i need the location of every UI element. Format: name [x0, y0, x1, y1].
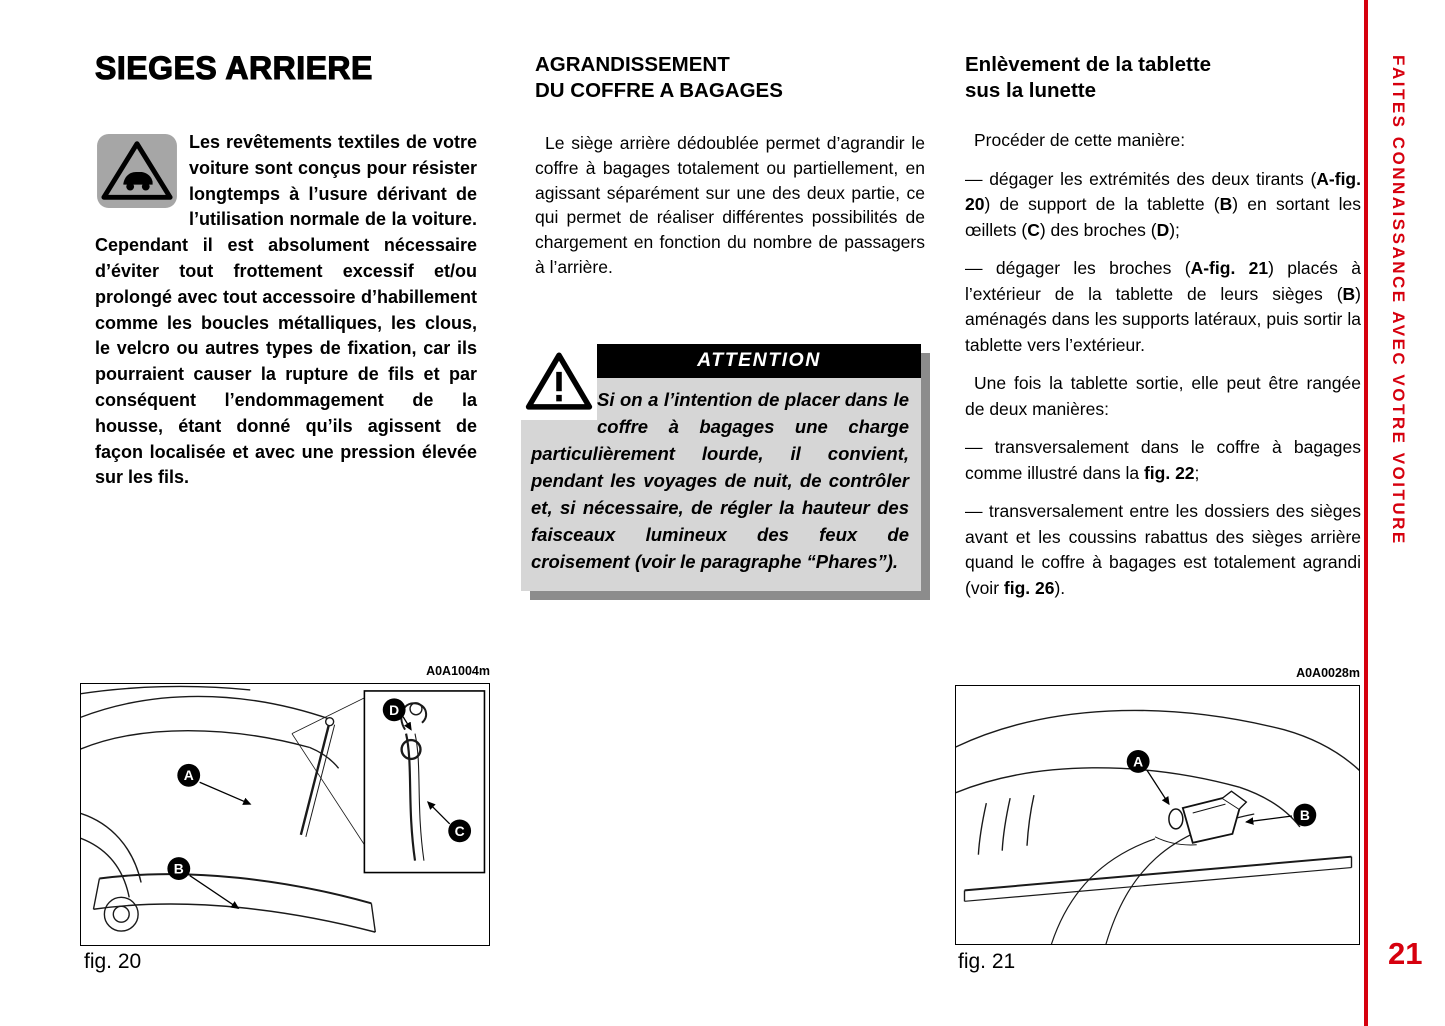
- attention-box: [521, 344, 921, 591]
- figure-21: [955, 685, 1360, 945]
- callout-a-label: A: [183, 767, 194, 784]
- figure-20: [80, 683, 490, 946]
- attention-label: ATTENTION: [697, 349, 821, 372]
- section-title-sieges-arriere: SIEGES ARRIERE: [95, 50, 373, 86]
- fig20-drawing: [81, 684, 489, 945]
- fig21-reference-code: A0A0028m: [1296, 666, 1360, 680]
- column-right: [965, 52, 1361, 614]
- fig20-reference-code: A0A1004m: [426, 664, 490, 678]
- left-body-text: Les revêtements textiles de votre voiture sont conçus pour résister longtemps à l’usure dérivant de l’utilisation normale de la voiture. Cependant il est absolument nécessaire d’éviter tout frottement excessif et/ou prolongé avec tout accessoire d’habillement comme les boucles métalliques, les clous, le velcro ou autres types de fixation, car ils pourraient causer la rupture de fils et par conséquent l’endommagement de la housse, étant donné qu’ils agissent de façon localisée et avec une pression élevée sur les fils.: [95, 132, 477, 488]
- procedure-step-2: — dégager les broches (A-fig. 21) placés à l’extérieur de la tablette de leurs sièges (B) aménagés dans les supports latéraux, puis sortir la tablette vers l’extérieur.: [965, 258, 1361, 355]
- storage-option-1: — transversalement dans le coffre à bagages comme illustré dans la fig. 22;: [965, 437, 1361, 483]
- trunk-line-art: [81, 686, 375, 932]
- warning-triangle-icon: [521, 344, 597, 420]
- storage-intro: Une fois la tablette sortie, elle peut être rangée de deux manières:: [965, 373, 1361, 419]
- attention-header-bar: [597, 344, 921, 378]
- fig21-caption: fig. 21: [958, 950, 1016, 973]
- title-line-1: Enlèvement de la tablette: [965, 53, 1212, 76]
- left-body-paragraph: [95, 130, 477, 491]
- storage-option-2: — transversalement entre les dossiers des sièges avant et les coussins rabattus des sièges arrière quand le coffre à bagages est totalement agrandi (voir fig. 26).: [965, 501, 1361, 598]
- callout-b-label: B: [1299, 806, 1310, 823]
- fig20-caption: fig. 20: [84, 950, 142, 973]
- column-left: [95, 52, 477, 491]
- section-title-agrandissement: [535, 52, 925, 104]
- callout-c-label: C: [454, 822, 465, 839]
- attention-body-text: Si on a l’intention de placer dans le coffre à bagages une charge particulièrement lourde, il convient, pendant les voyages de nuit, de contrôler et, si nécessaire, de régler la hauteur des faisceaux lumineux des feux de croisement (voir le paragraphe “Phares”).: [531, 388, 909, 572]
- callout-a-label: A: [1133, 753, 1144, 770]
- page-number: 21: [1388, 936, 1423, 971]
- chapter-rule: [1364, 0, 1368, 1026]
- title-line-1: AGRANDISSEMENT: [535, 53, 730, 76]
- panel-line-art: [956, 710, 1359, 944]
- section-title-enlevement: [965, 52, 1361, 104]
- callout-b-label: B: [173, 860, 184, 877]
- column-middle: [531, 52, 925, 591]
- fig21-drawing: [956, 686, 1359, 944]
- title-line-2: sus la lunette: [965, 79, 1097, 102]
- chapter-side-tab: FAITES CONNAISSANCE AVEC VOTRE VOITURE: [1389, 55, 1408, 546]
- procedure-step-1: — dégager les extrémités des deux tirants (A-fig. 20) de support de la tablette (B) en sortant les œillets (C) des broches (D);: [965, 168, 1362, 240]
- callout-d-label: D: [389, 701, 400, 718]
- car-warning-triangle-icon: [95, 133, 179, 209]
- title-line-2: DU COFFRE A BAGAGES: [535, 79, 783, 102]
- procedure-intro: Procéder de cette manière:: [974, 130, 1186, 150]
- middle-intro-text: Le siège arrière dédoublée permet d’agrandir le coffre à bagages totalement ou partiellement, en agissant séparément sur une des deux partie, ce qui permet de réaliser différentes possibilités de chargement en fonction du nombre de passagers à l’arrière.: [535, 133, 925, 277]
- bracket-detail-art: [1169, 791, 1246, 843]
